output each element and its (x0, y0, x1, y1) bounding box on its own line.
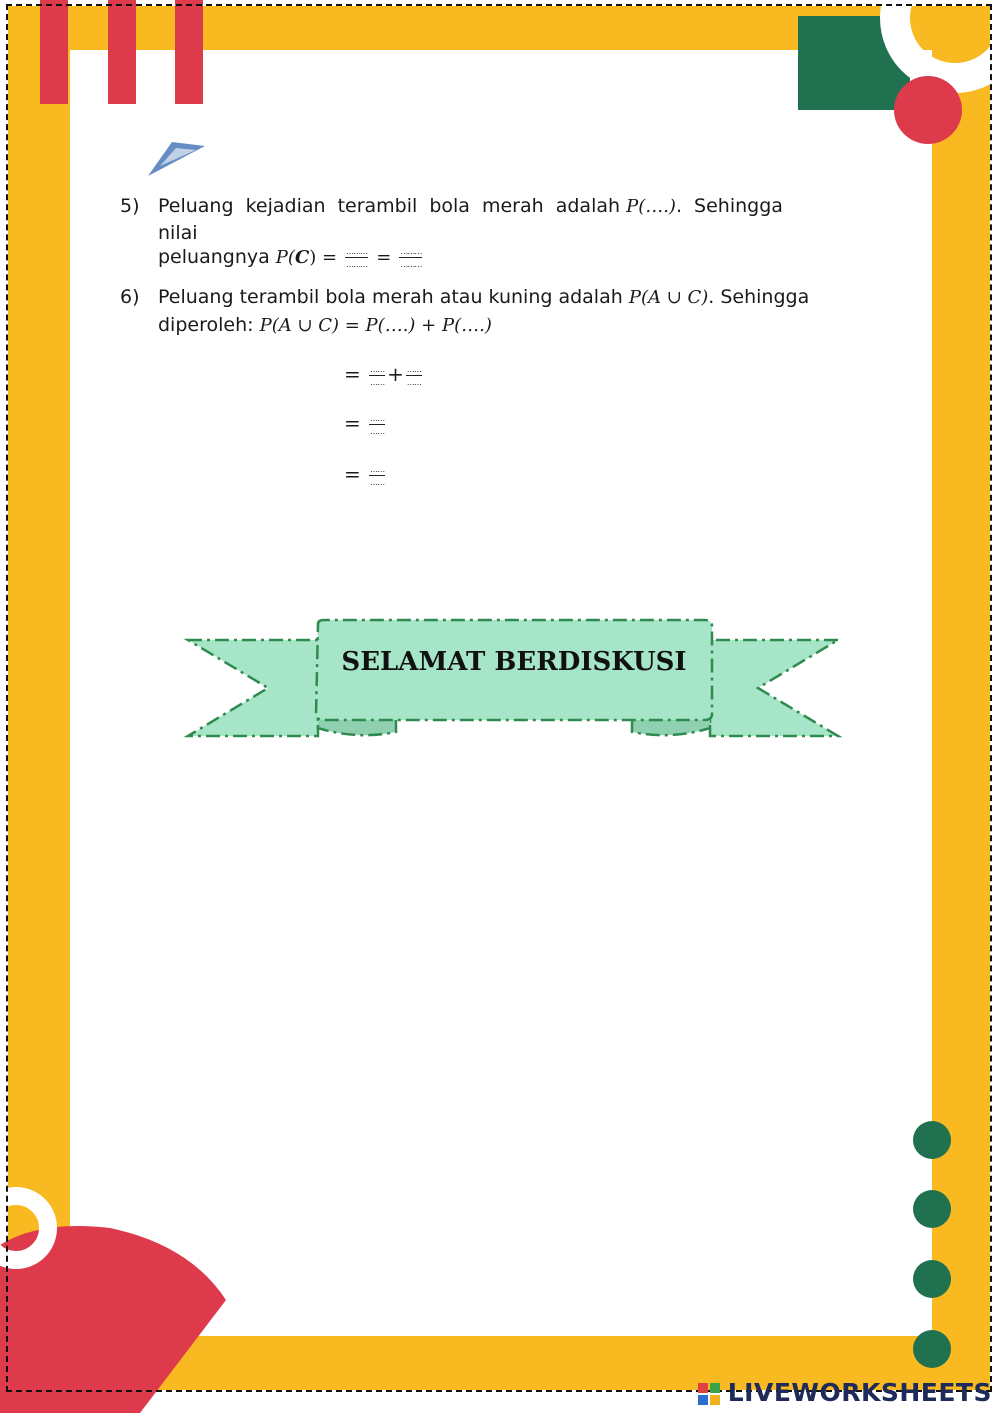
equals-sign: = (344, 362, 361, 386)
plus-sign: + (387, 362, 404, 386)
question-6-text: Peluang terambil bola merah atau kuning adalah (158, 286, 623, 308)
equals-sign: = (344, 411, 361, 435)
question-5-text-2: peluangnya (158, 246, 270, 268)
question-5-tail: . Sehingga nilai (158, 195, 783, 244)
union-formula: P(A ∪ C) = P(….) + P(….) (259, 315, 492, 336)
answer-fraction[interactable]: $\frac{\dots\dots}{\dots\dots}$ (370, 464, 385, 487)
equals-sign: = (376, 247, 392, 268)
question-5-line-1 (158, 193, 830, 246)
step-line (344, 362, 424, 387)
question-6-tail: . Sehingga (708, 286, 810, 308)
answer-fraction[interactable]: $\frac{\dots\dots}{\dots\dots}$ (406, 364, 421, 387)
question-5-text: Peluang kejadian terambil bola merah adalah (158, 195, 621, 217)
step-line (344, 411, 387, 436)
equals-sign: = (344, 462, 361, 486)
question-number: 5) (120, 195, 140, 217)
answer-fraction[interactable]: $\frac{\dots\dots\dots}{\dots\dots\dots}$ (346, 246, 368, 269)
banner-title: SELAMAT BERDISKUSI (341, 647, 687, 677)
answer-fraction[interactable]: $\frac{\dots\dots}{\dots\dots}$ (370, 364, 385, 387)
probability-expression: P(….) (626, 196, 676, 217)
question-6-text-2: diperoleh: (158, 314, 254, 336)
answer-fraction[interactable]: $\frac{\dots\dots\dots}{\dots\dots\dots}$ (400, 246, 422, 269)
answer-fraction[interactable]: $\frac{\dots\dots}{\dots\dots}$ (370, 413, 385, 436)
question-6-line-1 (158, 284, 838, 311)
question-6-line-2 (158, 312, 492, 339)
probability-expression-c: P(C) = (275, 247, 338, 268)
liveworksheets-logo-icon (697, 1382, 721, 1406)
question-number: 6) (120, 286, 140, 308)
union-expression: P(A ∪ C) (628, 287, 709, 308)
step-line (344, 462, 387, 487)
watermark: LIVEWORKSHEETS (727, 1378, 992, 1407)
question-5-line-2 (158, 244, 424, 271)
